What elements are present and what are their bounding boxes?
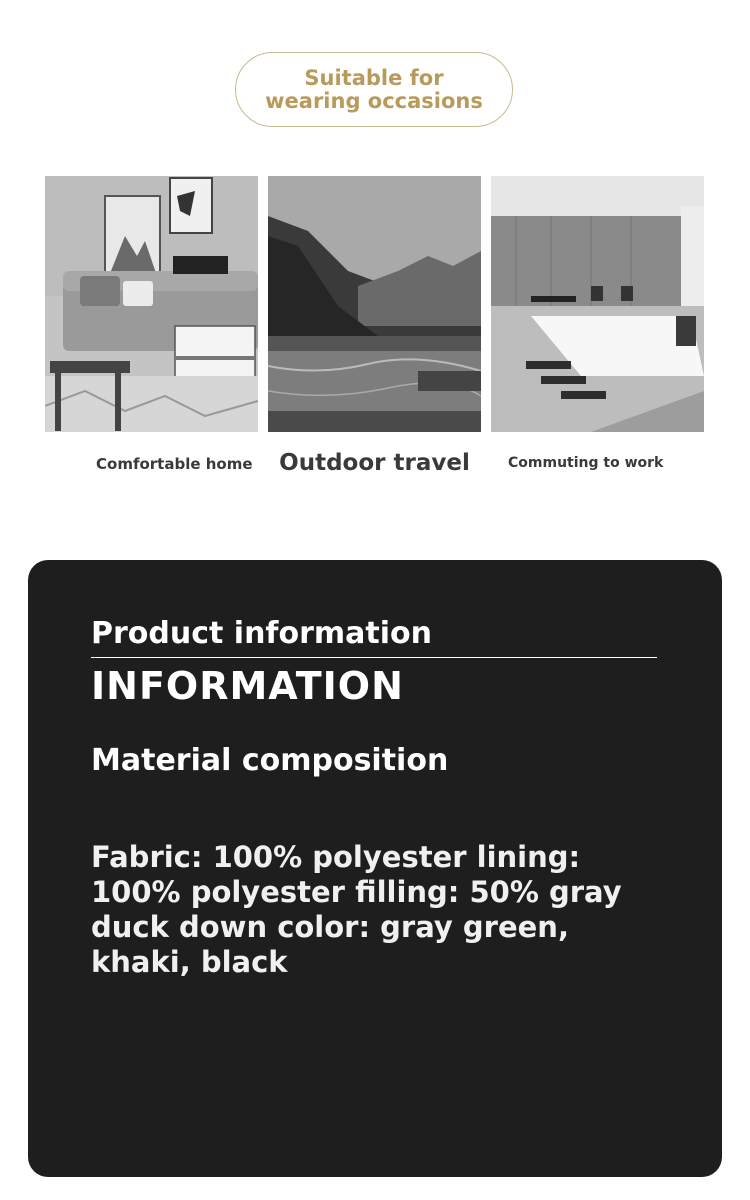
- caption-work: Commuting to work: [508, 455, 664, 471]
- office-photo: [491, 176, 704, 432]
- occasions-badge: [235, 52, 513, 127]
- caption-home: Comfortable home: [96, 455, 253, 473]
- caption-outdoor: Outdoor travel: [279, 450, 470, 476]
- title-divider: [91, 657, 657, 658]
- product-info-title: Product information: [91, 616, 432, 651]
- occasions-badge-text: Suitable for wearing occasions: [265, 65, 483, 113]
- home-photo: [45, 176, 258, 432]
- material-heading: Material composition: [91, 743, 449, 778]
- outdoor-photo: [268, 176, 481, 432]
- information-heading: INFORMATION: [91, 664, 404, 708]
- material-description: Fabric: 100% polyester lining: 100% polyester filling: 50% gray duck down color: gray green, khaki, black: [91, 840, 622, 979]
